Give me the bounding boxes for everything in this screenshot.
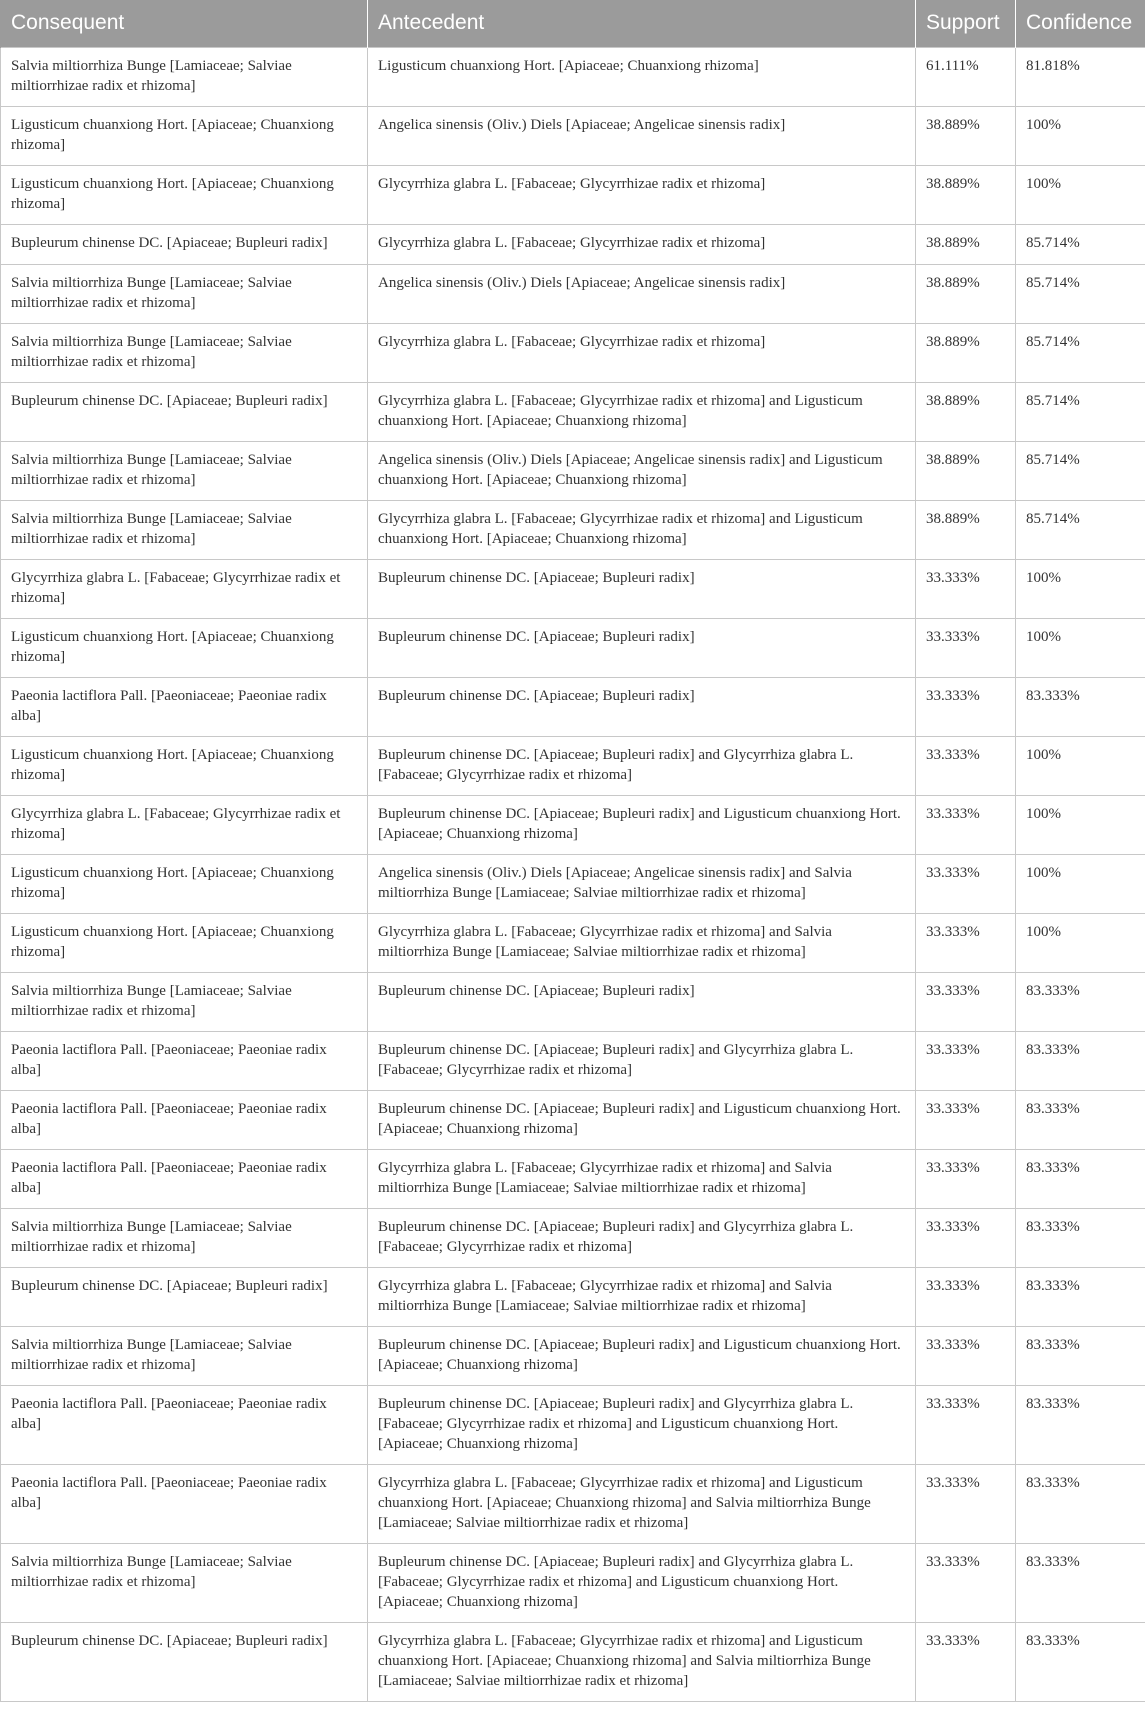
table-row	[1, 106, 1145, 165]
antecedent-cell: Glycyrrhiza glabra L. [Fabaceae; Glycyrrhizae radix et rhizoma] and Ligusticum chuanxiong Hort. [Apiaceae; Chuanxiong rhizoma]	[368, 382, 916, 441]
consequent-cell: Paeonia lactiflora Pall. [Paeoniaceae; Paeoniae radix alba]	[1, 1464, 368, 1543]
antecedent-cell: Bupleurum chinense DC. [Apiaceae; Bupleuri radix]	[368, 618, 916, 677]
table-row	[1, 323, 1145, 382]
table-row	[1, 1031, 1145, 1090]
confidence-cell: 100%	[1016, 618, 1145, 677]
antecedent-cell: Angelica sinensis (Oliv.) Diels [Apiaceae; Angelicae sinensis radix]	[368, 264, 916, 323]
support-cell: 38.889%	[916, 323, 1016, 382]
table-row	[1, 1149, 1145, 1208]
consequent-cell: Salvia miltiorrhiza Bunge [Lamiaceae; Salviae miltiorrhizae radix et rhizoma]	[1, 323, 368, 382]
consequent-cell: Ligusticum chuanxiong Hort. [Apiaceae; Chuanxiong rhizoma]	[1, 736, 368, 795]
antecedent-cell: Glycyrrhiza glabra L. [Fabaceae; Glycyrrhizae radix et rhizoma]	[368, 165, 916, 224]
table-row	[1, 559, 1145, 618]
antecedent-cell: Bupleurum chinense DC. [Apiaceae; Bupleuri radix]	[368, 677, 916, 736]
header-confidence: Confidence	[1016, 0, 1145, 47]
support-cell: 33.333%	[916, 1326, 1016, 1385]
confidence-cell: 83.333%	[1016, 1326, 1145, 1385]
consequent-cell: Glycyrrhiza glabra L. [Fabaceae; Glycyrrhizae radix et rhizoma]	[1, 559, 368, 618]
consequent-cell: Salvia miltiorrhiza Bunge [Lamiaceae; Salviae miltiorrhizae radix et rhizoma]	[1, 1543, 368, 1622]
confidence-cell: 83.333%	[1016, 1543, 1145, 1622]
support-cell: 33.333%	[916, 677, 1016, 736]
table-row	[1, 795, 1145, 854]
table-row	[1, 1543, 1145, 1622]
table-row	[1, 618, 1145, 677]
support-cell: 33.333%	[916, 1385, 1016, 1464]
table-row	[1, 972, 1145, 1031]
antecedent-cell: Bupleurum chinense DC. [Apiaceae; Bupleuri radix] and Glycyrrhiza glabra L. [Fabaceae; Glycyrrhizae radix et rhizoma] and Ligusticum chuanxiong Hort. [Apiaceae; Chuanxiong rhizoma]	[368, 1385, 916, 1464]
consequent-cell: Salvia miltiorrhiza Bunge [Lamiaceae; Salviae miltiorrhizae radix et rhizoma]	[1, 1326, 368, 1385]
support-cell: 33.333%	[916, 1090, 1016, 1149]
consequent-cell: Ligusticum chuanxiong Hort. [Apiaceae; Chuanxiong rhizoma]	[1, 913, 368, 972]
consequent-cell: Bupleurum chinense DC. [Apiaceae; Bupleuri radix]	[1, 1622, 368, 1701]
support-cell: 33.333%	[916, 1622, 1016, 1701]
support-cell: 33.333%	[916, 559, 1016, 618]
table-row	[1, 1385, 1145, 1464]
consequent-cell: Bupleurum chinense DC. [Apiaceae; Bupleuri radix]	[1, 1267, 368, 1326]
support-cell: 38.889%	[916, 500, 1016, 559]
header-consequent: Consequent	[1, 0, 368, 47]
antecedent-cell: Glycyrrhiza glabra L. [Fabaceae; Glycyrrhizae radix et rhizoma] and Ligusticum chuanxiong Hort. [Apiaceae; Chuanxiong rhizoma] and Salvia miltiorrhiza Bunge [Lamiaceae; Salviae miltiorrhizae radix et rhizoma]	[368, 1622, 916, 1701]
confidence-cell: 83.333%	[1016, 1208, 1145, 1267]
table-row	[1, 165, 1145, 224]
support-cell: 33.333%	[916, 854, 1016, 913]
table-row	[1, 224, 1145, 264]
consequent-cell: Salvia miltiorrhiza Bunge [Lamiaceae; Salviae miltiorrhizae radix et rhizoma]	[1, 441, 368, 500]
confidence-cell: 85.714%	[1016, 500, 1145, 559]
table-row	[1, 736, 1145, 795]
antecedent-cell: Glycyrrhiza glabra L. [Fabaceae; Glycyrrhizae radix et rhizoma] and Salvia miltiorrhiza Bunge [Lamiaceae; Salviae miltiorrhizae radix et rhizoma]	[368, 1267, 916, 1326]
antecedent-cell: Bupleurum chinense DC. [Apiaceae; Bupleuri radix] and Glycyrrhiza glabra L. [Fabaceae; Glycyrrhizae radix et rhizoma] and Ligusticum chuanxiong Hort. [Apiaceae; Chuanxiong rhizoma]	[368, 1543, 916, 1622]
confidence-cell: 100%	[1016, 736, 1145, 795]
table-header	[1, 0, 1145, 47]
antecedent-cell: Bupleurum chinense DC. [Apiaceae; Bupleuri radix] and Glycyrrhiza glabra L. [Fabaceae; Glycyrrhizae radix et rhizoma]	[368, 1031, 916, 1090]
consequent-cell: Ligusticum chuanxiong Hort. [Apiaceae; Chuanxiong rhizoma]	[1, 618, 368, 677]
header-antecedent: Antecedent	[368, 0, 916, 47]
confidence-cell: 83.333%	[1016, 1622, 1145, 1701]
support-cell: 33.333%	[916, 736, 1016, 795]
confidence-cell: 81.818%	[1016, 47, 1145, 106]
antecedent-cell: Ligusticum chuanxiong Hort. [Apiaceae; Chuanxiong rhizoma]	[368, 47, 916, 106]
consequent-cell: Paeonia lactiflora Pall. [Paeoniaceae; Paeoniae radix alba]	[1, 677, 368, 736]
confidence-cell: 83.333%	[1016, 1385, 1145, 1464]
support-cell: 61.111%	[916, 47, 1016, 106]
consequent-cell: Ligusticum chuanxiong Hort. [Apiaceae; Chuanxiong rhizoma]	[1, 165, 368, 224]
confidence-cell: 100%	[1016, 854, 1145, 913]
consequent-cell: Ligusticum chuanxiong Hort. [Apiaceae; Chuanxiong rhizoma]	[1, 106, 368, 165]
support-cell: 33.333%	[916, 1267, 1016, 1326]
table-row	[1, 1622, 1145, 1701]
support-cell: 33.333%	[916, 795, 1016, 854]
confidence-cell: 100%	[1016, 795, 1145, 854]
confidence-cell: 83.333%	[1016, 1464, 1145, 1543]
confidence-cell: 85.714%	[1016, 441, 1145, 500]
antecedent-cell: Glycyrrhiza glabra L. [Fabaceae; Glycyrrhizae radix et rhizoma] and Ligusticum chuanxiong Hort. [Apiaceae; Chuanxiong rhizoma]	[368, 500, 916, 559]
table-row	[1, 1267, 1145, 1326]
support-cell: 38.889%	[916, 441, 1016, 500]
table-row	[1, 382, 1145, 441]
confidence-cell: 85.714%	[1016, 264, 1145, 323]
confidence-cell: 100%	[1016, 165, 1145, 224]
consequent-cell: Bupleurum chinense DC. [Apiaceae; Bupleuri radix]	[1, 382, 368, 441]
support-cell: 38.889%	[916, 165, 1016, 224]
antecedent-cell: Bupleurum chinense DC. [Apiaceae; Bupleuri radix] and Ligusticum chuanxiong Hort. [Apiaceae; Chuanxiong rhizoma]	[368, 795, 916, 854]
confidence-cell: 85.714%	[1016, 323, 1145, 382]
consequent-cell: Paeonia lactiflora Pall. [Paeoniaceae; Paeoniae radix alba]	[1, 1149, 368, 1208]
header-row	[1, 0, 1145, 47]
antecedent-cell: Bupleurum chinense DC. [Apiaceae; Bupleuri radix] and Glycyrrhiza glabra L. [Fabaceae; Glycyrrhizae radix et rhizoma]	[368, 736, 916, 795]
consequent-cell: Salvia miltiorrhiza Bunge [Lamiaceae; Salviae miltiorrhizae radix et rhizoma]	[1, 1208, 368, 1267]
confidence-cell: 83.333%	[1016, 1267, 1145, 1326]
antecedent-cell: Angelica sinensis (Oliv.) Diels [Apiaceae; Angelicae sinensis radix] and Salvia miltiorrhiza Bunge [Lamiaceae; Salviae miltiorrhizae radix et rhizoma]	[368, 854, 916, 913]
table-row	[1, 913, 1145, 972]
support-cell: 33.333%	[916, 1031, 1016, 1090]
table-row	[1, 677, 1145, 736]
confidence-cell: 85.714%	[1016, 382, 1145, 441]
table-row	[1, 854, 1145, 913]
table-row	[1, 500, 1145, 559]
consequent-cell: Salvia miltiorrhiza Bunge [Lamiaceae; Salviae miltiorrhizae radix et rhizoma]	[1, 47, 368, 106]
antecedent-cell: Bupleurum chinense DC. [Apiaceae; Bupleuri radix] and Glycyrrhiza glabra L. [Fabaceae; Glycyrrhizae radix et rhizoma]	[368, 1208, 916, 1267]
support-cell: 38.889%	[916, 224, 1016, 264]
confidence-cell: 85.714%	[1016, 224, 1145, 264]
table-row	[1, 1090, 1145, 1149]
consequent-cell: Paeonia lactiflora Pall. [Paeoniaceae; Paeoniae radix alba]	[1, 1090, 368, 1149]
consequent-cell: Salvia miltiorrhiza Bunge [Lamiaceae; Salviae miltiorrhizae radix et rhizoma]	[1, 972, 368, 1031]
support-cell: 33.333%	[916, 1464, 1016, 1543]
confidence-cell: 100%	[1016, 106, 1145, 165]
consequent-cell: Bupleurum chinense DC. [Apiaceae; Bupleuri radix]	[1, 224, 368, 264]
antecedent-cell: Glycyrrhiza glabra L. [Fabaceae; Glycyrrhizae radix et rhizoma]	[368, 323, 916, 382]
support-cell: 33.333%	[916, 1149, 1016, 1208]
antecedent-cell: Glycyrrhiza glabra L. [Fabaceae; Glycyrrhizae radix et rhizoma] and Ligusticum chuanxiong Hort. [Apiaceae; Chuanxiong rhizoma] and Salvia miltiorrhiza Bunge [Lamiaceae; Salviae miltiorrhizae radix et rhizoma]	[368, 1464, 916, 1543]
header-support: Support	[916, 0, 1016, 47]
support-cell: 38.889%	[916, 264, 1016, 323]
table-row	[1, 1208, 1145, 1267]
table-row	[1, 1326, 1145, 1385]
consequent-cell: Paeonia lactiflora Pall. [Paeoniaceae; Paeoniae radix alba]	[1, 1385, 368, 1464]
antecedent-cell: Angelica sinensis (Oliv.) Diels [Apiaceae; Angelicae sinensis radix]	[368, 106, 916, 165]
antecedent-cell: Glycyrrhiza glabra L. [Fabaceae; Glycyrrhizae radix et rhizoma]	[368, 224, 916, 264]
antecedent-cell: Glycyrrhiza glabra L. [Fabaceae; Glycyrrhizae radix et rhizoma] and Salvia miltiorrhiza Bunge [Lamiaceae; Salviae miltiorrhizae radix et rhizoma]	[368, 1149, 916, 1208]
table-row	[1, 1464, 1145, 1543]
consequent-cell: Salvia miltiorrhiza Bunge [Lamiaceae; Salviae miltiorrhizae radix et rhizoma]	[1, 500, 368, 559]
support-cell: 33.333%	[916, 913, 1016, 972]
antecedent-cell: Bupleurum chinense DC. [Apiaceae; Bupleuri radix] and Ligusticum chuanxiong Hort. [Apiaceae; Chuanxiong rhizoma]	[368, 1326, 916, 1385]
support-cell: 33.333%	[916, 972, 1016, 1031]
consequent-cell: Glycyrrhiza glabra L. [Fabaceae; Glycyrrhizae radix et rhizoma]	[1, 795, 368, 854]
table-row	[1, 264, 1145, 323]
antecedent-cell: Bupleurum chinense DC. [Apiaceae; Bupleuri radix] and Ligusticum chuanxiong Hort. [Apiaceae; Chuanxiong rhizoma]	[368, 1090, 916, 1149]
table-row	[1, 441, 1145, 500]
confidence-cell: 83.333%	[1016, 1090, 1145, 1149]
support-cell: 38.889%	[916, 382, 1016, 441]
confidence-cell: 100%	[1016, 913, 1145, 972]
consequent-cell: Salvia miltiorrhiza Bunge [Lamiaceae; Salviae miltiorrhizae radix et rhizoma]	[1, 264, 368, 323]
confidence-cell: 100%	[1016, 559, 1145, 618]
antecedent-cell: Bupleurum chinense DC. [Apiaceae; Bupleuri radix]	[368, 972, 916, 1031]
consequent-cell: Ligusticum chuanxiong Hort. [Apiaceae; Chuanxiong rhizoma]	[1, 854, 368, 913]
support-cell: 33.333%	[916, 1543, 1016, 1622]
confidence-cell: 83.333%	[1016, 972, 1145, 1031]
table-body	[1, 47, 1145, 1701]
consequent-cell: Paeonia lactiflora Pall. [Paeoniaceae; Paeoniae radix alba]	[1, 1031, 368, 1090]
antecedent-cell: Glycyrrhiza glabra L. [Fabaceae; Glycyrrhizae radix et rhizoma] and Salvia miltiorrhiza Bunge [Lamiaceae; Salviae miltiorrhizae radix et rhizoma]	[368, 913, 916, 972]
antecedent-cell: Angelica sinensis (Oliv.) Diels [Apiaceae; Angelicae sinensis radix] and Ligusticum chuanxiong Hort. [Apiaceae; Chuanxiong rhizoma]	[368, 441, 916, 500]
support-cell: 33.333%	[916, 618, 1016, 677]
table-row	[1, 47, 1145, 106]
antecedent-cell: Bupleurum chinense DC. [Apiaceae; Bupleuri radix]	[368, 559, 916, 618]
confidence-cell: 83.333%	[1016, 1149, 1145, 1208]
confidence-cell: 83.333%	[1016, 1031, 1145, 1090]
support-cell: 38.889%	[916, 106, 1016, 165]
confidence-cell: 83.333%	[1016, 677, 1145, 736]
support-cell: 33.333%	[916, 1208, 1016, 1267]
